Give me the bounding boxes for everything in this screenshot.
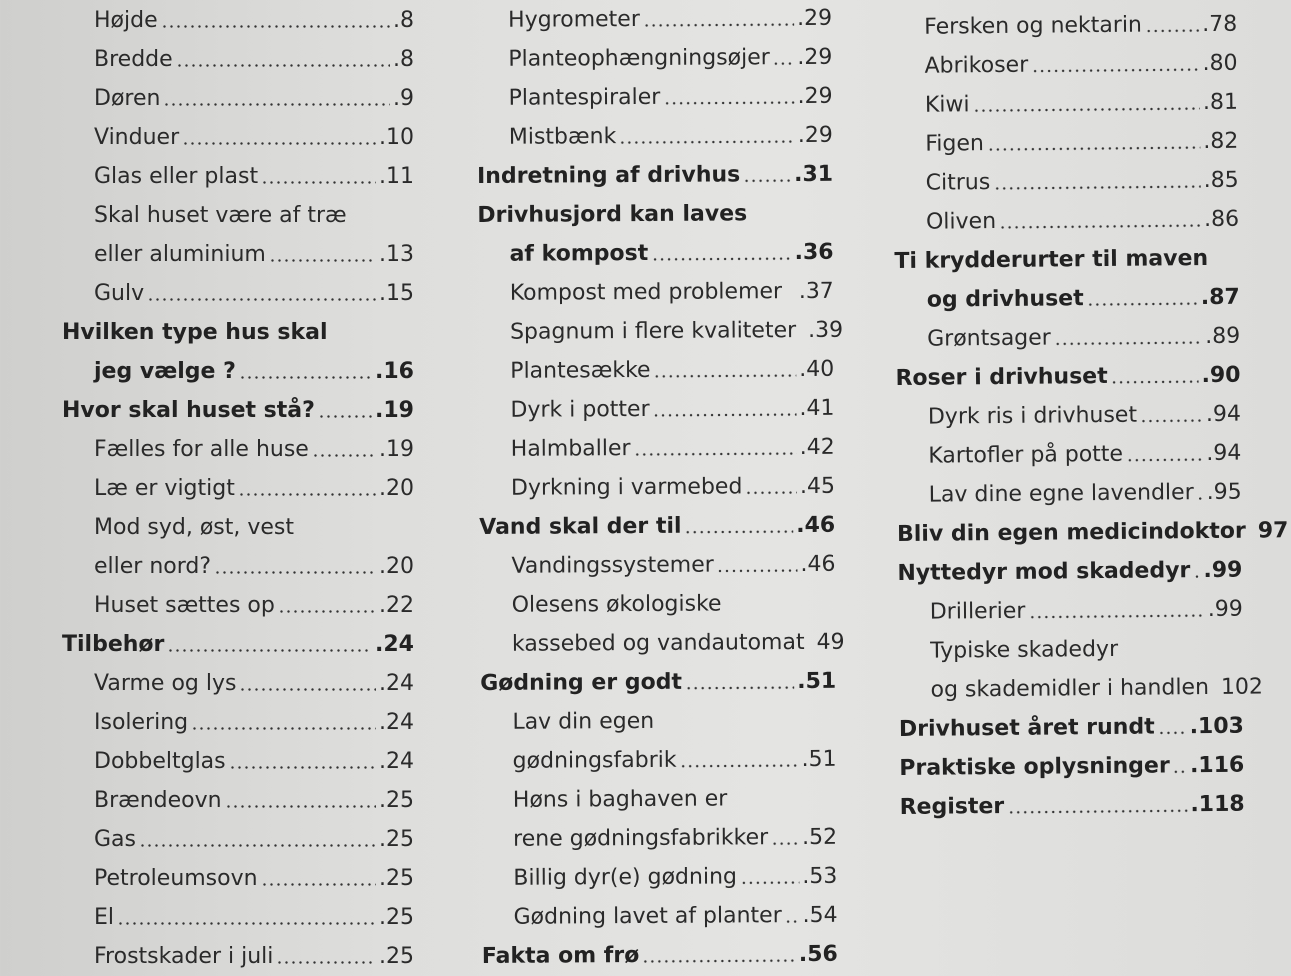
- toc-entry-title: Mistbænk: [508, 124, 617, 150]
- toc-entry-page: .24: [375, 632, 414, 657]
- toc-entry-title: jeg vælge ?: [94, 359, 236, 384]
- toc-entry: [62, 664, 414, 703]
- dot-leader: [239, 352, 372, 391]
- toc-entry-page: .46: [796, 512, 836, 539]
- toc-entry-page: .15: [379, 281, 414, 306]
- toc-entry-page: .94: [1205, 401, 1242, 428]
- toc-entry-title: Fakta om frø: [481, 943, 640, 969]
- dot-leader: [1173, 746, 1188, 785]
- toc-entry-title: Vinduer: [94, 125, 180, 150]
- toc-section-heading: [897, 551, 1242, 593]
- dot-leader: [1028, 590, 1205, 631]
- toc-column-1: [62, 1, 414, 976]
- toc-section-heading: [894, 239, 1239, 281]
- toc-entry-page: .19: [375, 398, 414, 423]
- toc-entry: [62, 742, 414, 781]
- dot-leader: [993, 161, 1201, 202]
- toc-section-heading: [899, 707, 1244, 749]
- dot-leader: [807, 623, 813, 662]
- toc-entry-page: .41: [799, 395, 835, 422]
- toc-entry-page: .29: [797, 5, 833, 32]
- dot-leader: [238, 469, 376, 508]
- toc-entry-page: .42: [799, 434, 835, 461]
- toc-entry: [481, 740, 837, 781]
- toc-entry-page: .81: [1202, 89, 1239, 116]
- toc-entry: [62, 508, 414, 547]
- toc-entry: [479, 428, 835, 469]
- dot-leader: [1031, 44, 1200, 85]
- dot-leader: [163, 79, 390, 118]
- toc-entry-title: Kartofler på potte: [928, 441, 1124, 469]
- toc-entry-page: .24: [379, 749, 414, 774]
- toc-entry-page: .94: [1206, 440, 1242, 467]
- toc-entry-title: Højde: [94, 8, 158, 33]
- toc-entry-title: Dyrk i potter: [510, 396, 650, 423]
- dot-leader: [1140, 395, 1203, 435]
- toc-column-3: [892, 5, 1289, 827]
- toc-entry: [62, 703, 414, 742]
- toc-entry-title: Nyttedyr mod skadedyr: [897, 558, 1191, 586]
- dot-leader: [684, 506, 793, 546]
- toc-entry-page: 49: [816, 629, 845, 655]
- toc-entry-title: Hygrometer: [508, 6, 640, 33]
- toc-entry-title: Olesens økologiske: [511, 591, 722, 618]
- toc-entry: [478, 272, 834, 313]
- toc-entry: [893, 122, 1238, 164]
- toc-entry-title: Gulv: [94, 281, 145, 306]
- toc-entry-title: Vandingssystemer: [511, 552, 714, 579]
- dot-leader: [261, 859, 376, 898]
- dot-leader: [740, 857, 800, 896]
- toc-entry-title: Grøntsager: [927, 325, 1051, 352]
- toc-entry-page: .51: [797, 668, 837, 695]
- toc-entry-page: .86: [1203, 206, 1240, 233]
- toc-entry: [479, 545, 835, 586]
- toc-entry-page: .19: [379, 437, 414, 462]
- dot-leader: [167, 625, 372, 664]
- toc-entry-page: .8: [393, 47, 414, 72]
- toc-section-heading: [62, 352, 414, 391]
- toc-entry-title: Gødning er godt: [480, 669, 682, 696]
- toc-entry-title: Hvor skal huset stå?: [62, 398, 315, 423]
- toc-entry-title: Gas: [94, 827, 136, 852]
- toc-entry-title: Glas eller plast: [94, 164, 259, 189]
- toc-entry-page: .9: [393, 86, 414, 111]
- toc-entry-title: Kompost med problemer: [509, 279, 783, 306]
- toc-entry: [898, 668, 1264, 710]
- toc-section-heading: [482, 935, 838, 976]
- toc-entry-title: Drillerier: [929, 598, 1026, 625]
- toc-section-heading: [895, 356, 1240, 398]
- toc-section-heading: [896, 512, 1289, 554]
- dot-leader: [685, 662, 795, 702]
- toc-entry: [62, 586, 414, 625]
- dot-leader: [619, 116, 795, 156]
- toc-entry-page: .25: [379, 788, 414, 813]
- toc-entry-page: .20: [379, 554, 414, 579]
- dot-leader: [1126, 434, 1204, 474]
- toc-entry-title: Bredde: [94, 47, 173, 72]
- toc-section-heading: [62, 313, 414, 352]
- toc-entry: [896, 473, 1241, 515]
- toc-entry-title: Høns i baghaven er: [512, 786, 728, 813]
- toc-entry: [479, 467, 835, 508]
- toc-entry: [62, 430, 414, 469]
- dot-leader: [1157, 707, 1186, 746]
- dot-leader: [261, 157, 376, 196]
- toc-entry-page: .46: [800, 551, 836, 578]
- toc-entry-page: .99: [1207, 596, 1243, 622]
- dot-leader: [331, 313, 412, 352]
- toc-entry-title: Lav dine egne lavendler: [928, 480, 1194, 508]
- toc-entry-page: .40: [799, 356, 835, 383]
- dot-leader: [139, 820, 376, 859]
- toc-entry: [62, 79, 414, 118]
- toc-entry: [480, 584, 836, 625]
- toc-entry-page: .87: [1200, 284, 1240, 311]
- toc-entry-page: .53: [802, 863, 838, 890]
- toc-entry: [893, 83, 1238, 125]
- toc-section-heading: [895, 278, 1240, 320]
- toc-entry-title: rene gødningsfabrikker: [513, 825, 769, 852]
- dot-leader: [1054, 317, 1203, 357]
- toc-entry: [478, 311, 844, 352]
- toc-entry-title: kassebed og vandautomat: [511, 630, 805, 657]
- toc-entry-page: .85: [1203, 167, 1239, 194]
- toc-entry-title: Lav din egen: [512, 708, 655, 735]
- toc-section-heading: [480, 662, 836, 703]
- toc-entry-title: af kompost: [509, 240, 649, 267]
- toc-entry-title: Døren: [94, 86, 161, 111]
- toc-entry-title: Register: [899, 793, 1005, 820]
- toc-entry-page: 102: [1220, 674, 1264, 700]
- dot-leader: [1007, 785, 1188, 826]
- dot-leader: [312, 430, 376, 469]
- toc-entry-page: .95: [1206, 479, 1242, 506]
- toc-entry: [892, 44, 1237, 86]
- toc-entry-page: .25: [379, 866, 414, 891]
- toc-entry-page: .90: [1201, 362, 1241, 389]
- toc-entry: [62, 40, 414, 79]
- toc-entry: [62, 937, 414, 976]
- dot-leader: [642, 935, 796, 975]
- toc-entry-page: .25: [379, 827, 414, 852]
- toc-entry-page: .31: [794, 161, 834, 188]
- toc-section-heading: [899, 785, 1244, 827]
- toc-section-heading: [62, 391, 414, 430]
- toc-entry-title: Skal huset være af træ: [94, 203, 347, 228]
- toc-entry-title: Tilbehør: [62, 632, 165, 657]
- toc-entry: [62, 157, 414, 196]
- toc-entry: [481, 896, 837, 937]
- dot-leader: [653, 350, 796, 390]
- toc-entry-page: .80: [1202, 50, 1238, 77]
- toc-entry: [478, 389, 834, 430]
- toc-entry-title: Spagnum i flere kvaliteter: [509, 318, 797, 345]
- toc-entry-page: .52: [802, 824, 838, 851]
- toc-entry: [62, 820, 414, 859]
- toc-entry-page: .103: [1189, 713, 1245, 740]
- toc-entry-page: .22: [379, 593, 414, 618]
- toc-entry-title: Hvilken type hus skal: [62, 320, 328, 345]
- toc-entry: [892, 5, 1237, 47]
- toc-section-heading: [62, 625, 414, 664]
- toc-entry-page: .10: [379, 125, 414, 150]
- dot-leader: [1110, 356, 1198, 396]
- dot-leader: [229, 742, 376, 781]
- dot-leader: [191, 703, 376, 742]
- toc-entry-title: Gødning lavet af planter: [513, 903, 782, 930]
- toc-entry-page: .24: [379, 710, 414, 735]
- toc-entry: [62, 469, 414, 508]
- toc-entry: [62, 898, 414, 937]
- toc-entry-page: .25: [379, 944, 414, 969]
- toc-entry-title: Praktiske oplysninger: [899, 753, 1170, 781]
- dot-leader: [750, 194, 830, 233]
- toc-section-heading: [899, 746, 1244, 788]
- dot-leader: [297, 508, 411, 547]
- toc-section-heading: [477, 233, 833, 274]
- dot-leader: [182, 118, 376, 157]
- dot-leader: [350, 196, 411, 235]
- dot-leader: [1193, 551, 1200, 590]
- toc-entry-title: eller aluminium: [94, 242, 266, 267]
- dot-leader: [679, 740, 798, 780]
- dot-leader: [785, 896, 800, 935]
- dot-leader: [771, 818, 799, 857]
- toc-entry-page: .89: [1205, 323, 1241, 350]
- toc-entry-page: .39: [808, 317, 844, 343]
- toc-entry-title: Fersken og nektarin: [924, 12, 1143, 40]
- toc-entry-page: .20: [379, 476, 414, 501]
- toc-entry-page: .29: [797, 44, 833, 71]
- toc-entry-page: .29: [797, 83, 833, 110]
- toc-entry-title: gødningsfabrik: [512, 747, 677, 774]
- toc-entry-title: Abrikoser: [924, 52, 1029, 79]
- toc-entry: [62, 274, 414, 313]
- dot-leader: [730, 779, 834, 819]
- toc-entry: [62, 235, 414, 274]
- dot-leader: [239, 664, 376, 703]
- toc-entry: [62, 547, 414, 586]
- toc-entry-page: .24: [379, 671, 414, 696]
- toc-entry-page: 97: [1257, 518, 1289, 544]
- toc-entry-title: Fælles for alle huse: [94, 437, 309, 462]
- toc-entry: [62, 196, 414, 235]
- toc-entry-title: El: [94, 905, 115, 930]
- dot-leader: [633, 428, 796, 468]
- toc-entry: [894, 200, 1239, 242]
- toc-section-heading: [479, 506, 835, 547]
- dot-leader: [278, 586, 376, 625]
- toc-entry-title: og skademidler i handlen: [930, 674, 1210, 703]
- dot-leader: [773, 38, 795, 77]
- toc-entry-title: og drivhuset: [926, 286, 1084, 313]
- toc-entry-title: Isolering: [94, 710, 189, 735]
- toc-entry: [481, 779, 837, 820]
- dot-leader: [161, 1, 390, 40]
- toc-section-heading: [477, 194, 833, 235]
- dot-leader: [651, 233, 792, 273]
- toc-entry: [896, 395, 1241, 437]
- toc-entry-page: .82: [1203, 128, 1239, 155]
- toc-entry-page: .11: [379, 164, 414, 189]
- dot-leader: [147, 274, 376, 313]
- toc-entry-title: Oliven: [925, 209, 997, 235]
- dot-leader: [1121, 629, 1240, 669]
- toc-entry-title: Varme og lys: [94, 671, 237, 696]
- toc-entry-title: Kiwi: [924, 92, 970, 118]
- toc-entry: [62, 781, 414, 820]
- dot-leader: [972, 83, 1200, 124]
- toc-entry-title: Læ er vigtigt: [94, 476, 235, 501]
- toc-entry-page: .99: [1203, 557, 1243, 584]
- toc-entry-page: .51: [801, 746, 837, 773]
- dot-leader: [117, 898, 376, 937]
- dot-leader: [276, 937, 376, 976]
- toc-entry-title: Bliv din egen medicindoktor: [896, 518, 1246, 547]
- toc-entry: [62, 118, 414, 157]
- dot-leader: [745, 467, 797, 506]
- toc-entry-title: Roser i drivhuset: [895, 363, 1108, 391]
- toc-entry-page: .118: [1190, 791, 1245, 818]
- toc-entry-title: Figen: [925, 131, 985, 157]
- toc-entry-page: .37: [798, 278, 834, 305]
- toc-entry-title: Citrus: [925, 170, 991, 196]
- dot-leader: [225, 781, 376, 820]
- dot-leader: [1145, 5, 1200, 45]
- toc-entry-title: Typiske skadedyr: [930, 636, 1119, 664]
- toc-entry: [476, 0, 832, 40]
- toc-entry-title: Halmballer: [510, 436, 631, 462]
- dot-leader: [724, 584, 832, 624]
- toc-entry-page: .16: [375, 359, 414, 384]
- dot-leader: [743, 155, 791, 194]
- toc-entry-title: Huset sættes op: [94, 593, 275, 618]
- toc-entry-title: Drivhusjord kan laves: [477, 201, 748, 228]
- toc-entry: [898, 590, 1243, 632]
- toc-entry-page: .36: [794, 239, 834, 266]
- toc-entry-title: Ti krydderurter til maven: [894, 245, 1209, 274]
- toc-entry-title: eller nord?: [94, 554, 212, 579]
- toc-entry: [62, 859, 414, 898]
- dot-leader: [176, 40, 390, 79]
- dot-leader: [269, 235, 376, 274]
- dot-leader: [785, 272, 796, 311]
- toc-entry: [481, 857, 837, 898]
- dot-leader: [799, 311, 805, 350]
- toc-entry-page: .13: [379, 242, 414, 267]
- toc-entry-page: .45: [799, 473, 836, 500]
- toc-entry-page: .29: [797, 122, 833, 149]
- toc-entry: [478, 350, 834, 391]
- toc-entry-title: Vand skal der til: [479, 513, 682, 540]
- dot-leader: [652, 389, 796, 429]
- toc-entry-title: Frostskader i juli: [94, 944, 274, 969]
- dot-leader: [1249, 512, 1255, 551]
- dot-leader: [663, 77, 795, 117]
- toc-entry-title: Petroleumsovn: [94, 866, 258, 891]
- dot-leader: [318, 391, 372, 430]
- dot-leader: [657, 701, 833, 741]
- toc-entry-page: .8: [393, 8, 414, 33]
- dot-leader: [999, 200, 1201, 241]
- toc-entry-title: Dyrkning i varmebed: [510, 474, 743, 501]
- toc-column-2: [476, 0, 845, 976]
- toc-entry: [895, 317, 1240, 359]
- toc-entry: [896, 434, 1241, 476]
- toc-section-heading: [477, 155, 833, 196]
- toc-entry: [477, 116, 833, 157]
- toc-entry-title: Plantespiraler: [508, 84, 661, 111]
- toc-entry: [476, 38, 832, 79]
- toc-entry: [480, 623, 845, 664]
- toc-entry-title: Drivhuset året rundt: [898, 714, 1155, 742]
- dot-leader: [643, 0, 795, 39]
- toc-entry: [898, 629, 1243, 671]
- toc-entry-page: .25: [379, 905, 414, 930]
- toc-entry-title: Planteophængningsøjer: [508, 45, 770, 72]
- toc-entry-page: .54: [802, 902, 838, 929]
- toc-entry-page: .116: [1189, 752, 1245, 779]
- toc-entry: [481, 818, 837, 859]
- toc-entry: [476, 77, 832, 118]
- dot-leader: [717, 545, 798, 584]
- toc-entry-title: Brændeovn: [94, 788, 222, 813]
- toc-entry-title: Billig dyr(e) gødning: [513, 864, 738, 891]
- toc-entry: [893, 161, 1238, 203]
- toc-entry-page: .78: [1202, 11, 1238, 38]
- dot-leader: [1197, 473, 1204, 512]
- toc-entry-page: .56: [798, 941, 838, 968]
- toc-entry-title: Indretning af drivhus: [476, 162, 741, 189]
- dot-leader: [1211, 239, 1237, 278]
- toc-entry-title: Mod syd, øst, vest: [94, 515, 295, 540]
- toc-entry-title: Dyrk ris i drivhuset: [927, 402, 1138, 430]
- dot-leader: [1212, 668, 1218, 707]
- toc-entry: [480, 701, 836, 742]
- toc-entry-title: Dobbeltglas: [94, 749, 226, 774]
- dot-leader: [987, 122, 1201, 163]
- toc-entry-title: Plantesække: [510, 357, 651, 384]
- dot-leader: [1086, 278, 1198, 318]
- toc-entry: [62, 1, 414, 40]
- dot-leader: [214, 547, 376, 586]
